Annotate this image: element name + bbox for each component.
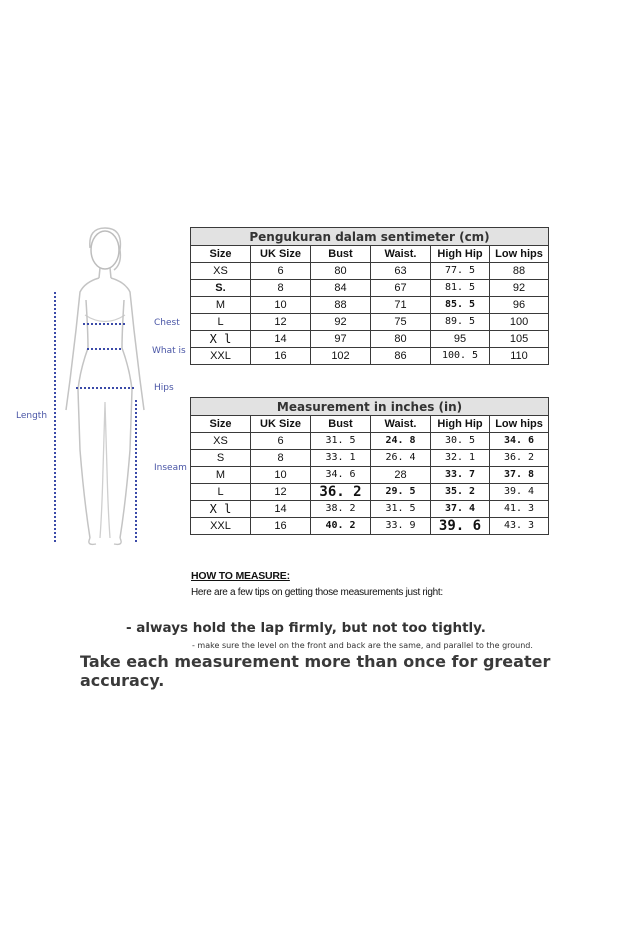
column-header: Size	[191, 246, 251, 263]
body-measurement-figure	[10, 220, 190, 555]
table-cell: X l	[191, 501, 251, 518]
table-cell: 102	[311, 348, 371, 365]
table-cell: 71	[371, 297, 431, 314]
table-cell: 8	[251, 280, 311, 297]
table-cell: 8	[251, 450, 311, 467]
column-header: Bust	[311, 416, 371, 433]
table-cell: 84	[311, 280, 371, 297]
column-header: High Hip	[431, 416, 490, 433]
table-cell: 96	[490, 297, 549, 314]
table-cell: 80	[311, 263, 371, 280]
table-title: Measurement in inches (in)	[191, 398, 549, 416]
table-cell: 39. 6	[431, 518, 490, 535]
table-cell: X l	[191, 331, 251, 348]
table-cell: 28	[371, 467, 431, 484]
size-chart-inches-table	[190, 397, 549, 535]
measure-tip-level: - make sure the level on the front and back are the same, and parallel to the ground.	[192, 641, 533, 650]
table-cell: 41. 3	[490, 501, 549, 518]
table-cell: 89. 5	[431, 314, 490, 331]
table-row	[191, 450, 549, 467]
table-cell: 100. 5	[431, 348, 490, 365]
table-cell: 6	[251, 263, 311, 280]
table-cell: 6	[251, 433, 311, 450]
column-header: UK Size	[251, 416, 311, 433]
table-cell: 39. 4	[490, 484, 549, 501]
table-row	[191, 263, 549, 280]
table-row	[191, 348, 549, 365]
inseam-label: Inseam	[154, 463, 187, 473]
table-row	[191, 433, 549, 450]
column-header: Waist.	[371, 246, 431, 263]
table-row	[191, 501, 549, 518]
table-cell: 16	[251, 518, 311, 535]
table-cell: 77. 5	[431, 263, 490, 280]
table-cell: 110	[490, 348, 549, 365]
table-cell: 33. 9	[371, 518, 431, 535]
table-cell: 105	[490, 331, 549, 348]
measure-tip-hold-lap: - always hold the lap firmly, but not too tightly.	[126, 620, 486, 636]
table-cell: 86	[371, 348, 431, 365]
table-row	[191, 484, 549, 501]
table-title: Pengukuran dalam sentimeter (cm)	[191, 228, 549, 246]
table-row	[191, 297, 549, 314]
table-cell: 67	[371, 280, 431, 297]
table-row	[191, 280, 549, 297]
table-cell: S	[191, 450, 251, 467]
table-cell: 100	[490, 314, 549, 331]
chest-label: Chest	[154, 318, 180, 328]
column-header: Size	[191, 416, 251, 433]
table-cell: 35. 2	[431, 484, 490, 501]
how-to-measure-subtitle: Here are a few tips on getting those measurements just right:	[191, 587, 443, 598]
column-header: Low hips	[490, 416, 549, 433]
table-cell: 33. 7	[431, 467, 490, 484]
table-cell: M	[191, 297, 251, 314]
how-to-measure-heading: HOW TO MEASURE:	[191, 570, 290, 582]
table-cell: 33. 1	[311, 450, 371, 467]
table-cell: S.	[191, 280, 251, 297]
table-cell: 43. 3	[490, 518, 549, 535]
table-cell: 95	[431, 331, 490, 348]
table-cell: 81. 5	[431, 280, 490, 297]
table-cell: 88	[311, 297, 371, 314]
table-cell: 10	[251, 467, 311, 484]
table-cell: 24. 8	[371, 433, 431, 450]
table-cell: 16	[251, 348, 311, 365]
table-row	[191, 314, 549, 331]
table-cell: 31. 5	[371, 501, 431, 518]
table-cell: 29. 5	[371, 484, 431, 501]
table-cell: XS	[191, 263, 251, 280]
table-cell: XS	[191, 433, 251, 450]
table-cell: 63	[371, 263, 431, 280]
table-row	[191, 518, 549, 535]
table-cell: 88	[490, 263, 549, 280]
measure-tip-repeat: Take each measurement more than once for greater accuracy.	[80, 652, 551, 690]
table-cell: 31. 5	[311, 433, 371, 450]
table-cell: 40. 2	[311, 518, 371, 535]
table-cell: XXL	[191, 518, 251, 535]
table-cell: 10	[251, 297, 311, 314]
table-cell: L	[191, 484, 251, 501]
table-cell: 34. 6	[490, 433, 549, 450]
table-cell: L	[191, 314, 251, 331]
table-cell: 26. 4	[371, 450, 431, 467]
table-cell: 92	[490, 280, 549, 297]
table-cell: 30. 5	[431, 433, 490, 450]
column-header: High Hip	[431, 246, 490, 263]
table-cell: 12	[251, 314, 311, 331]
table-cell: 14	[251, 331, 311, 348]
table-cell: 36. 2	[490, 450, 549, 467]
table-cell: 36. 2	[311, 484, 371, 501]
table-cell: 97	[311, 331, 371, 348]
length-label: Length	[16, 411, 48, 421]
waist-label: What is	[152, 346, 186, 356]
size-chart-cm-table	[190, 227, 549, 365]
table-cell: 75	[371, 314, 431, 331]
table-cell: 85. 5	[431, 297, 490, 314]
table-cell: 12	[251, 484, 311, 501]
table-row	[191, 331, 549, 348]
table-cell: 32. 1	[431, 450, 490, 467]
table-cell: 38. 2	[311, 501, 371, 518]
column-header: Low hips	[490, 246, 549, 263]
column-header: Waist.	[371, 416, 431, 433]
table-cell: 37. 8	[490, 467, 549, 484]
table-cell: 92	[311, 314, 371, 331]
table-cell: 80	[371, 331, 431, 348]
column-header: UK Size	[251, 246, 311, 263]
table-cell: 37. 4	[431, 501, 490, 518]
column-header: Bust	[311, 246, 371, 263]
hips-label: Hips	[154, 383, 174, 393]
table-cell: 34. 6	[311, 467, 371, 484]
table-cell: 14	[251, 501, 311, 518]
table-row	[191, 467, 549, 484]
table-cell: XXL	[191, 348, 251, 365]
table-cell: M	[191, 467, 251, 484]
